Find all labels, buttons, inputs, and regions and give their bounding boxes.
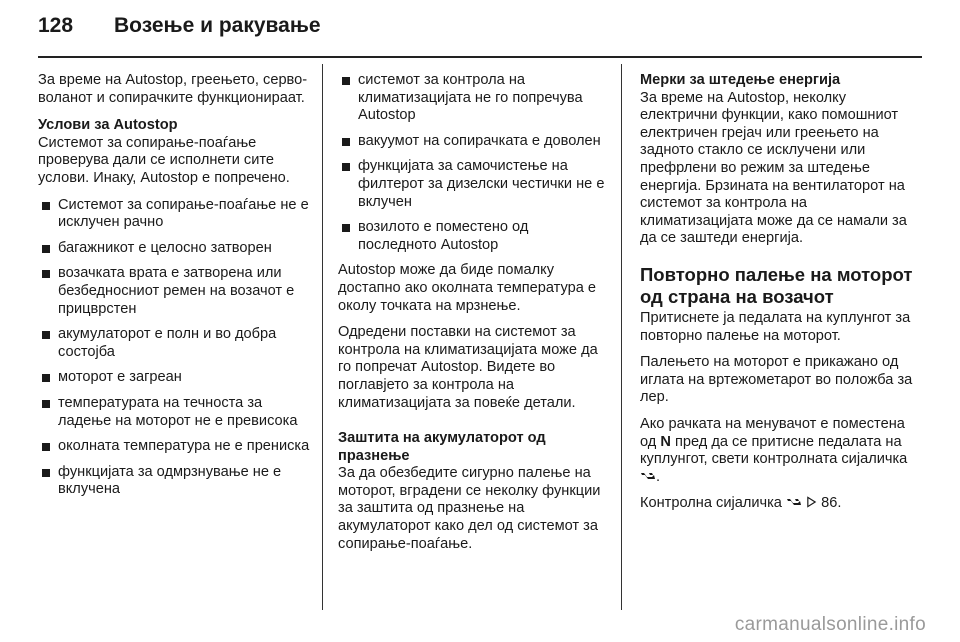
paragraph: Одредени поставки на системот за контрола на климатизацијата може да го попречат Autostop. Видете во поглавјето за контрола на климатизацијата за повеќе детали. bbox=[338, 324, 598, 411]
column-3 bbox=[640, 72, 920, 522]
bullet bbox=[342, 77, 350, 85]
section-heading: Услови за Autostop bbox=[38, 117, 178, 134]
paragraph: За да обезбедите сигурно палење на моторот, вградени се неколку функции за заштита од празнење на акумулаторот како дел од системот за сопирање-поаѓање. bbox=[338, 465, 601, 552]
list-item-text: Системот за сопирање-поаѓање не е исклучен рачно bbox=[58, 196, 309, 231]
bullet bbox=[42, 331, 50, 339]
list-item-text: системот за контрола на климатизацијата не го попречува Autostop bbox=[358, 72, 583, 124]
reference-arrow-icon[interactable] bbox=[806, 496, 817, 508]
column-divider bbox=[322, 64, 323, 610]
list-item-text: моторот е загреан bbox=[58, 369, 182, 386]
list-item bbox=[38, 464, 314, 499]
list-item-text: возачката врата е затворена или безбедносниот ремен на возачот е прицврстен bbox=[58, 265, 295, 317]
bullet bbox=[42, 245, 50, 253]
list-item-text: околната температура не е прениска bbox=[58, 438, 310, 455]
paragraph bbox=[640, 495, 920, 513]
paragraph: Системот за сопирање-поаѓање проверува дали се исполнети сите услови. Инаку, Autostop е попречено. bbox=[38, 134, 290, 186]
page-number: 128 bbox=[38, 14, 74, 37]
list-item bbox=[338, 158, 606, 211]
list-item-text: акумулаторот е полн и во добра состојба bbox=[58, 326, 277, 360]
text-run: Контролна сијаличка bbox=[640, 495, 782, 512]
bullet bbox=[342, 224, 350, 232]
section-heading: Мерки за штедење енергија bbox=[640, 72, 841, 88]
list-item bbox=[38, 197, 314, 232]
list-item bbox=[338, 133, 606, 151]
text-run: Ако рачката на менувачот е поместена од bbox=[640, 415, 905, 450]
bullet bbox=[42, 270, 50, 278]
column-2 bbox=[338, 72, 606, 562]
section-heading: Заштита на акумулаторот од празнење bbox=[338, 430, 546, 464]
paragraph: За време на Autostop, неколку електрични функции, како помошниот електричен грејач или греењето на задното стакло се исклучени или префрлени во режим за штедење енергија. Брзината на вентилаторот на системот за контрола на климатизацијата може да се намали за да се заштеди енергија. bbox=[640, 89, 907, 247]
bullet bbox=[42, 400, 50, 408]
column-1 bbox=[38, 72, 314, 507]
list-item-text: вакуумот на сопирачката е доволен bbox=[358, 132, 601, 149]
paragraph: Палењето на моторот е прикажано од иглата на вртежометарот во положба за лер. bbox=[640, 354, 913, 406]
header-rule bbox=[38, 56, 922, 58]
autostop-lamp-icon bbox=[786, 496, 802, 508]
bullet bbox=[42, 202, 50, 210]
bullet bbox=[42, 374, 50, 382]
list-item-text: возилото е поместено од последното Autostop bbox=[358, 219, 529, 253]
page-header bbox=[38, 14, 321, 50]
gear-symbol: N bbox=[660, 433, 671, 450]
bullet bbox=[42, 443, 50, 451]
autostop-lamp-icon bbox=[640, 470, 656, 482]
paragraph: Притиснете ја педалата на куплунгот за повторно палење на моторот. bbox=[640, 309, 911, 344]
list-item-text: функцијата за одмрзнување не е вклучена bbox=[58, 463, 282, 498]
list-item bbox=[38, 265, 314, 318]
bullet bbox=[342, 163, 350, 171]
intro-paragraph: За време на Autostop, греењето, серво-воланот и сопирачките функционираат. bbox=[38, 72, 308, 106]
list-item-text: багажникот е целосно затворен bbox=[58, 239, 272, 256]
list-item bbox=[38, 438, 314, 456]
condition-list bbox=[38, 197, 314, 499]
condition-list-continued bbox=[338, 72, 606, 254]
page-title: Возење и ракување bbox=[114, 14, 321, 37]
bullet bbox=[342, 138, 350, 146]
list-item bbox=[338, 219, 606, 254]
list-item bbox=[38, 395, 314, 430]
list-item-text: функцијата за самочистење на филтерот за дизелски честички не е вклучен bbox=[358, 158, 605, 210]
list-item bbox=[38, 369, 314, 387]
list-item bbox=[38, 240, 314, 258]
paragraph: Ако рачката на менувачот е поместена од N пред да се притисне педалата на куплунгот, свети контролната сијаличка . bbox=[640, 415, 908, 485]
list-item-text: температурата на течноста за ладење на моторот не е превисока bbox=[58, 394, 298, 429]
text-run: пред да се притисне педалата на куплунгот, свети контролната сијаличка bbox=[640, 433, 908, 468]
bullet bbox=[42, 469, 50, 477]
section-title: Повторно палење на моторот од страна на возачот bbox=[640, 263, 913, 307]
list-item bbox=[38, 326, 314, 361]
page-reference[interactable]: 86. bbox=[821, 495, 842, 512]
column-divider bbox=[621, 64, 622, 610]
paragraph: Autostop може да биде помалку достапно ако околната температура е околу точката на мрзнење. bbox=[338, 262, 597, 314]
list-item bbox=[338, 72, 606, 125]
watermark: carmanualsonline.info bbox=[734, 614, 926, 635]
